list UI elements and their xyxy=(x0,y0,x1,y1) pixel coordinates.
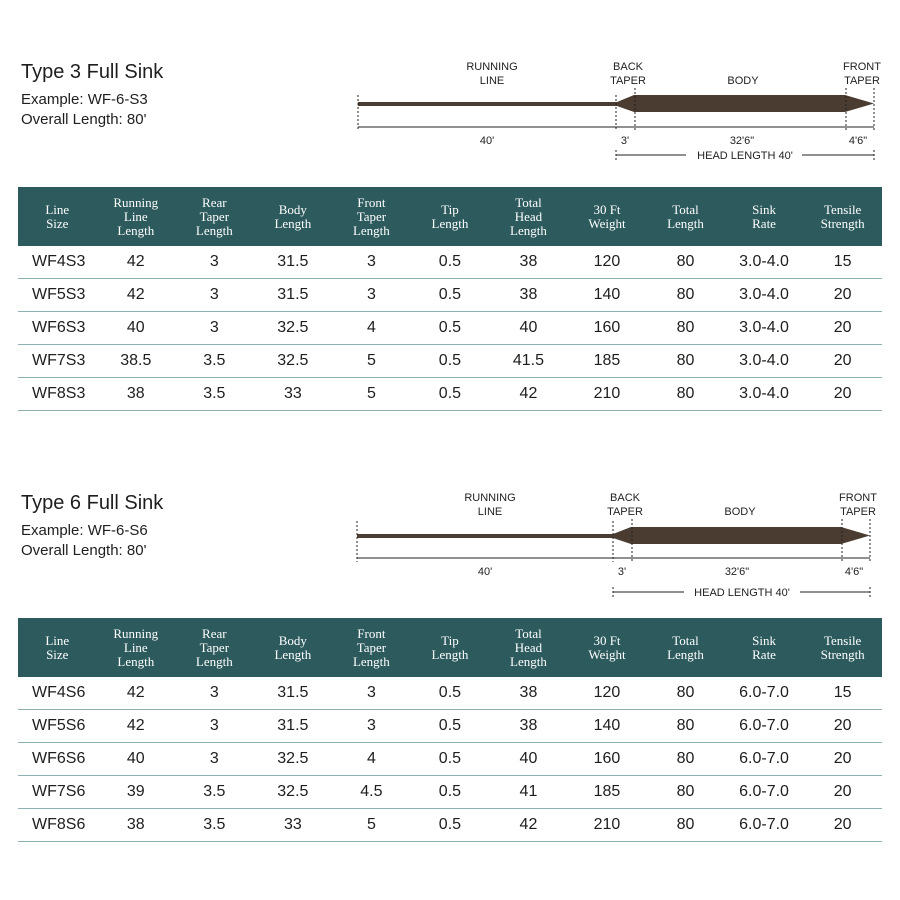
table-cell: 80 xyxy=(646,378,725,411)
table-cell: 3 xyxy=(332,710,411,743)
dim-body: 32'6" xyxy=(724,566,750,578)
table-cell: 3 xyxy=(175,279,254,312)
table-cell: 38.5 xyxy=(97,345,176,378)
table-cell: 0.5 xyxy=(411,776,490,809)
table-cell: 42 xyxy=(489,378,568,411)
table-cell: 6.0-7.0 xyxy=(725,710,804,743)
table-cell: 5 xyxy=(332,378,411,411)
column-header: Rear Taper Length xyxy=(175,618,254,677)
column-header: Body Length xyxy=(254,618,333,677)
column-header: Line Size xyxy=(18,187,97,246)
table-cell: WF4S6 xyxy=(18,677,97,710)
table-cell: 31.5 xyxy=(254,279,333,312)
table-cell: 210 xyxy=(568,809,647,842)
table-cell: 42 xyxy=(97,279,176,312)
label-running-line: RUNNING LINE xyxy=(466,61,518,87)
column-header: Tip Length xyxy=(411,618,490,677)
taper-diagram xyxy=(0,491,900,606)
column-header: 30 Ft Weight xyxy=(568,618,647,677)
table-cell: 3.5 xyxy=(175,345,254,378)
section-title: Type 6 Full Sink xyxy=(21,492,164,514)
table-cell: 15 xyxy=(803,677,882,710)
column-header: Sink Rate xyxy=(725,618,804,677)
table-cell: 3 xyxy=(175,743,254,776)
table-cell: 140 xyxy=(568,710,647,743)
table-row xyxy=(18,378,882,411)
table-cell: 160 xyxy=(568,312,647,345)
table-cell: 38 xyxy=(489,677,568,710)
table-cell: 0.5 xyxy=(411,710,490,743)
table-cell: 31.5 xyxy=(254,677,333,710)
overall-length-label: Overall Length: 80' xyxy=(21,542,147,559)
table-cell: 3.0-4.0 xyxy=(725,345,804,378)
table-cell: WF5S3 xyxy=(18,279,97,312)
table-cell: 20 xyxy=(803,710,882,743)
table-row xyxy=(18,710,882,743)
table-cell: 3.0-4.0 xyxy=(725,312,804,345)
table-row xyxy=(18,345,882,378)
table-cell: 3.5 xyxy=(175,776,254,809)
table-cell: 20 xyxy=(803,279,882,312)
table-row xyxy=(18,776,882,809)
table-cell: 42 xyxy=(489,809,568,842)
table-cell: 3 xyxy=(332,677,411,710)
table-cell: 6.0-7.0 xyxy=(725,677,804,710)
table-cell: 3 xyxy=(175,312,254,345)
table-cell: 0.5 xyxy=(411,345,490,378)
table-cell: 3.0-4.0 xyxy=(725,279,804,312)
label-back-taper: BACK TAPER xyxy=(607,492,643,518)
table-cell: 38 xyxy=(97,378,176,411)
dim-body: 32'6" xyxy=(729,135,755,147)
column-header: Tip Length xyxy=(411,187,490,246)
label-running-line: RUNNING LINE xyxy=(464,492,516,518)
table-cell: 80 xyxy=(646,743,725,776)
table-row xyxy=(18,312,882,345)
column-header: Tensile Strength xyxy=(803,187,882,246)
table-cell: 39 xyxy=(97,776,176,809)
table-cell: 80 xyxy=(646,312,725,345)
column-header: Front Taper Length xyxy=(332,187,411,246)
dim-running: 40' xyxy=(479,135,495,147)
table-cell: WF4S3 xyxy=(18,246,97,279)
taper-diagram xyxy=(0,60,900,175)
label-body: BODY xyxy=(727,75,759,87)
dim-back: 3' xyxy=(617,566,627,578)
column-header: Total Length xyxy=(646,618,725,677)
table-cell: 20 xyxy=(803,378,882,411)
table-cell: 33 xyxy=(254,378,333,411)
table-cell: 4 xyxy=(332,743,411,776)
column-header: 30 Ft Weight xyxy=(568,187,647,246)
table-cell: 20 xyxy=(803,743,882,776)
table-header-row xyxy=(18,187,882,246)
column-header: Front Taper Length xyxy=(332,618,411,677)
table-cell: WF6S3 xyxy=(18,312,97,345)
column-header: Sink Rate xyxy=(725,187,804,246)
table-cell: 32.5 xyxy=(254,345,333,378)
table-cell: 31.5 xyxy=(254,246,333,279)
example-label: Example: WF-6-S6 xyxy=(21,522,148,539)
column-header: Running Line Length xyxy=(97,618,176,677)
table-row xyxy=(18,279,882,312)
table-cell: 0.5 xyxy=(411,279,490,312)
table-cell: 3 xyxy=(175,710,254,743)
table-cell: 20 xyxy=(803,776,882,809)
table-cell: 40 xyxy=(489,743,568,776)
table-cell: 6.0-7.0 xyxy=(725,743,804,776)
table-cell: 32.5 xyxy=(254,776,333,809)
example-label: Example: WF-6-S3 xyxy=(21,91,148,108)
table-cell: 20 xyxy=(803,312,882,345)
table-cell: 210 xyxy=(568,378,647,411)
table-cell: WF7S6 xyxy=(18,776,97,809)
table-cell: 140 xyxy=(568,279,647,312)
table-cell: 20 xyxy=(803,345,882,378)
table-cell: WF8S6 xyxy=(18,809,97,842)
table-cell: 80 xyxy=(646,776,725,809)
table-cell: 40 xyxy=(489,312,568,345)
table-cell: 3.5 xyxy=(175,378,254,411)
table-cell: WF8S3 xyxy=(18,378,97,411)
table-cell: 3 xyxy=(332,279,411,312)
table-cell: WF7S3 xyxy=(18,345,97,378)
table-cell: 41.5 xyxy=(489,345,568,378)
table-cell: WF5S6 xyxy=(18,710,97,743)
table-cell: 160 xyxy=(568,743,647,776)
spec-table-type6 xyxy=(18,618,882,842)
column-header: Line Size xyxy=(18,618,97,677)
table-cell: 3 xyxy=(332,246,411,279)
table-cell: 4 xyxy=(332,312,411,345)
column-header: Total Head Length xyxy=(489,618,568,677)
table-cell: 3 xyxy=(175,246,254,279)
table-cell: 0.5 xyxy=(411,312,490,345)
table-cell: 80 xyxy=(646,710,725,743)
table-cell: 80 xyxy=(646,246,725,279)
table-cell: 38 xyxy=(489,246,568,279)
overall-length-label: Overall Length: 80' xyxy=(21,111,147,128)
table-cell: 0.5 xyxy=(411,677,490,710)
table-cell: 38 xyxy=(97,809,176,842)
label-body: BODY xyxy=(724,506,756,518)
table-cell: 5 xyxy=(332,809,411,842)
table-cell: 20 xyxy=(803,809,882,842)
column-header: Running Line Length xyxy=(97,187,176,246)
table-cell: 6.0-7.0 xyxy=(725,809,804,842)
table-cell: 42 xyxy=(97,710,176,743)
table-row xyxy=(18,743,882,776)
table-cell: 3 xyxy=(175,677,254,710)
table-cell: 3.0-4.0 xyxy=(725,246,804,279)
table-cell: 5 xyxy=(332,345,411,378)
table-row xyxy=(18,809,882,842)
label-front-taper: FRONT TAPER xyxy=(843,61,881,87)
table-cell: 0.5 xyxy=(411,246,490,279)
table-cell: 40 xyxy=(97,312,176,345)
head-length-label: HEAD LENGTH 40' xyxy=(697,150,793,162)
table-cell: 42 xyxy=(97,246,176,279)
dim-front: 4'6" xyxy=(848,135,868,147)
label-back-taper: BACK TAPER xyxy=(610,61,646,87)
table-cell: 0.5 xyxy=(411,809,490,842)
table-cell: 80 xyxy=(646,345,725,378)
table-header-row xyxy=(18,618,882,677)
column-header: Body Length xyxy=(254,187,333,246)
table-cell: 0.5 xyxy=(411,378,490,411)
table-cell: 3.5 xyxy=(175,809,254,842)
table-cell: 40 xyxy=(97,743,176,776)
dim-front: 4'6" xyxy=(844,566,864,578)
table-cell: 120 xyxy=(568,677,647,710)
table-cell: 80 xyxy=(646,279,725,312)
table-cell: 6.0-7.0 xyxy=(725,776,804,809)
table-cell: 80 xyxy=(646,809,725,842)
table-cell: 33 xyxy=(254,809,333,842)
table-cell: 80 xyxy=(646,677,725,710)
table-cell: 120 xyxy=(568,246,647,279)
table-cell: 42 xyxy=(97,677,176,710)
dim-running: 40' xyxy=(477,566,493,578)
table-cell: 3.0-4.0 xyxy=(725,378,804,411)
table-cell: 4.5 xyxy=(332,776,411,809)
table-cell: 185 xyxy=(568,776,647,809)
table-row xyxy=(18,246,882,279)
table-cell: 0.5 xyxy=(411,743,490,776)
table-cell: 31.5 xyxy=(254,710,333,743)
column-header: Total Length xyxy=(646,187,725,246)
table-cell: 38 xyxy=(489,279,568,312)
column-header: Rear Taper Length xyxy=(175,187,254,246)
column-header: Total Head Length xyxy=(489,187,568,246)
section-title: Type 3 Full Sink xyxy=(21,61,164,83)
table-cell: 41 xyxy=(489,776,568,809)
column-header: Tensile Strength xyxy=(803,618,882,677)
table-row xyxy=(18,677,882,710)
table-cell: 38 xyxy=(489,710,568,743)
table-cell: 15 xyxy=(803,246,882,279)
table-cell: 32.5 xyxy=(254,312,333,345)
table-cell: 185 xyxy=(568,345,647,378)
head-length-label: HEAD LENGTH 40' xyxy=(694,587,790,599)
spec-table-type3 xyxy=(18,187,882,411)
dim-back: 3' xyxy=(620,135,630,147)
label-front-taper: FRONT TAPER xyxy=(839,492,877,518)
table-cell: 32.5 xyxy=(254,743,333,776)
table-cell: WF6S6 xyxy=(18,743,97,776)
